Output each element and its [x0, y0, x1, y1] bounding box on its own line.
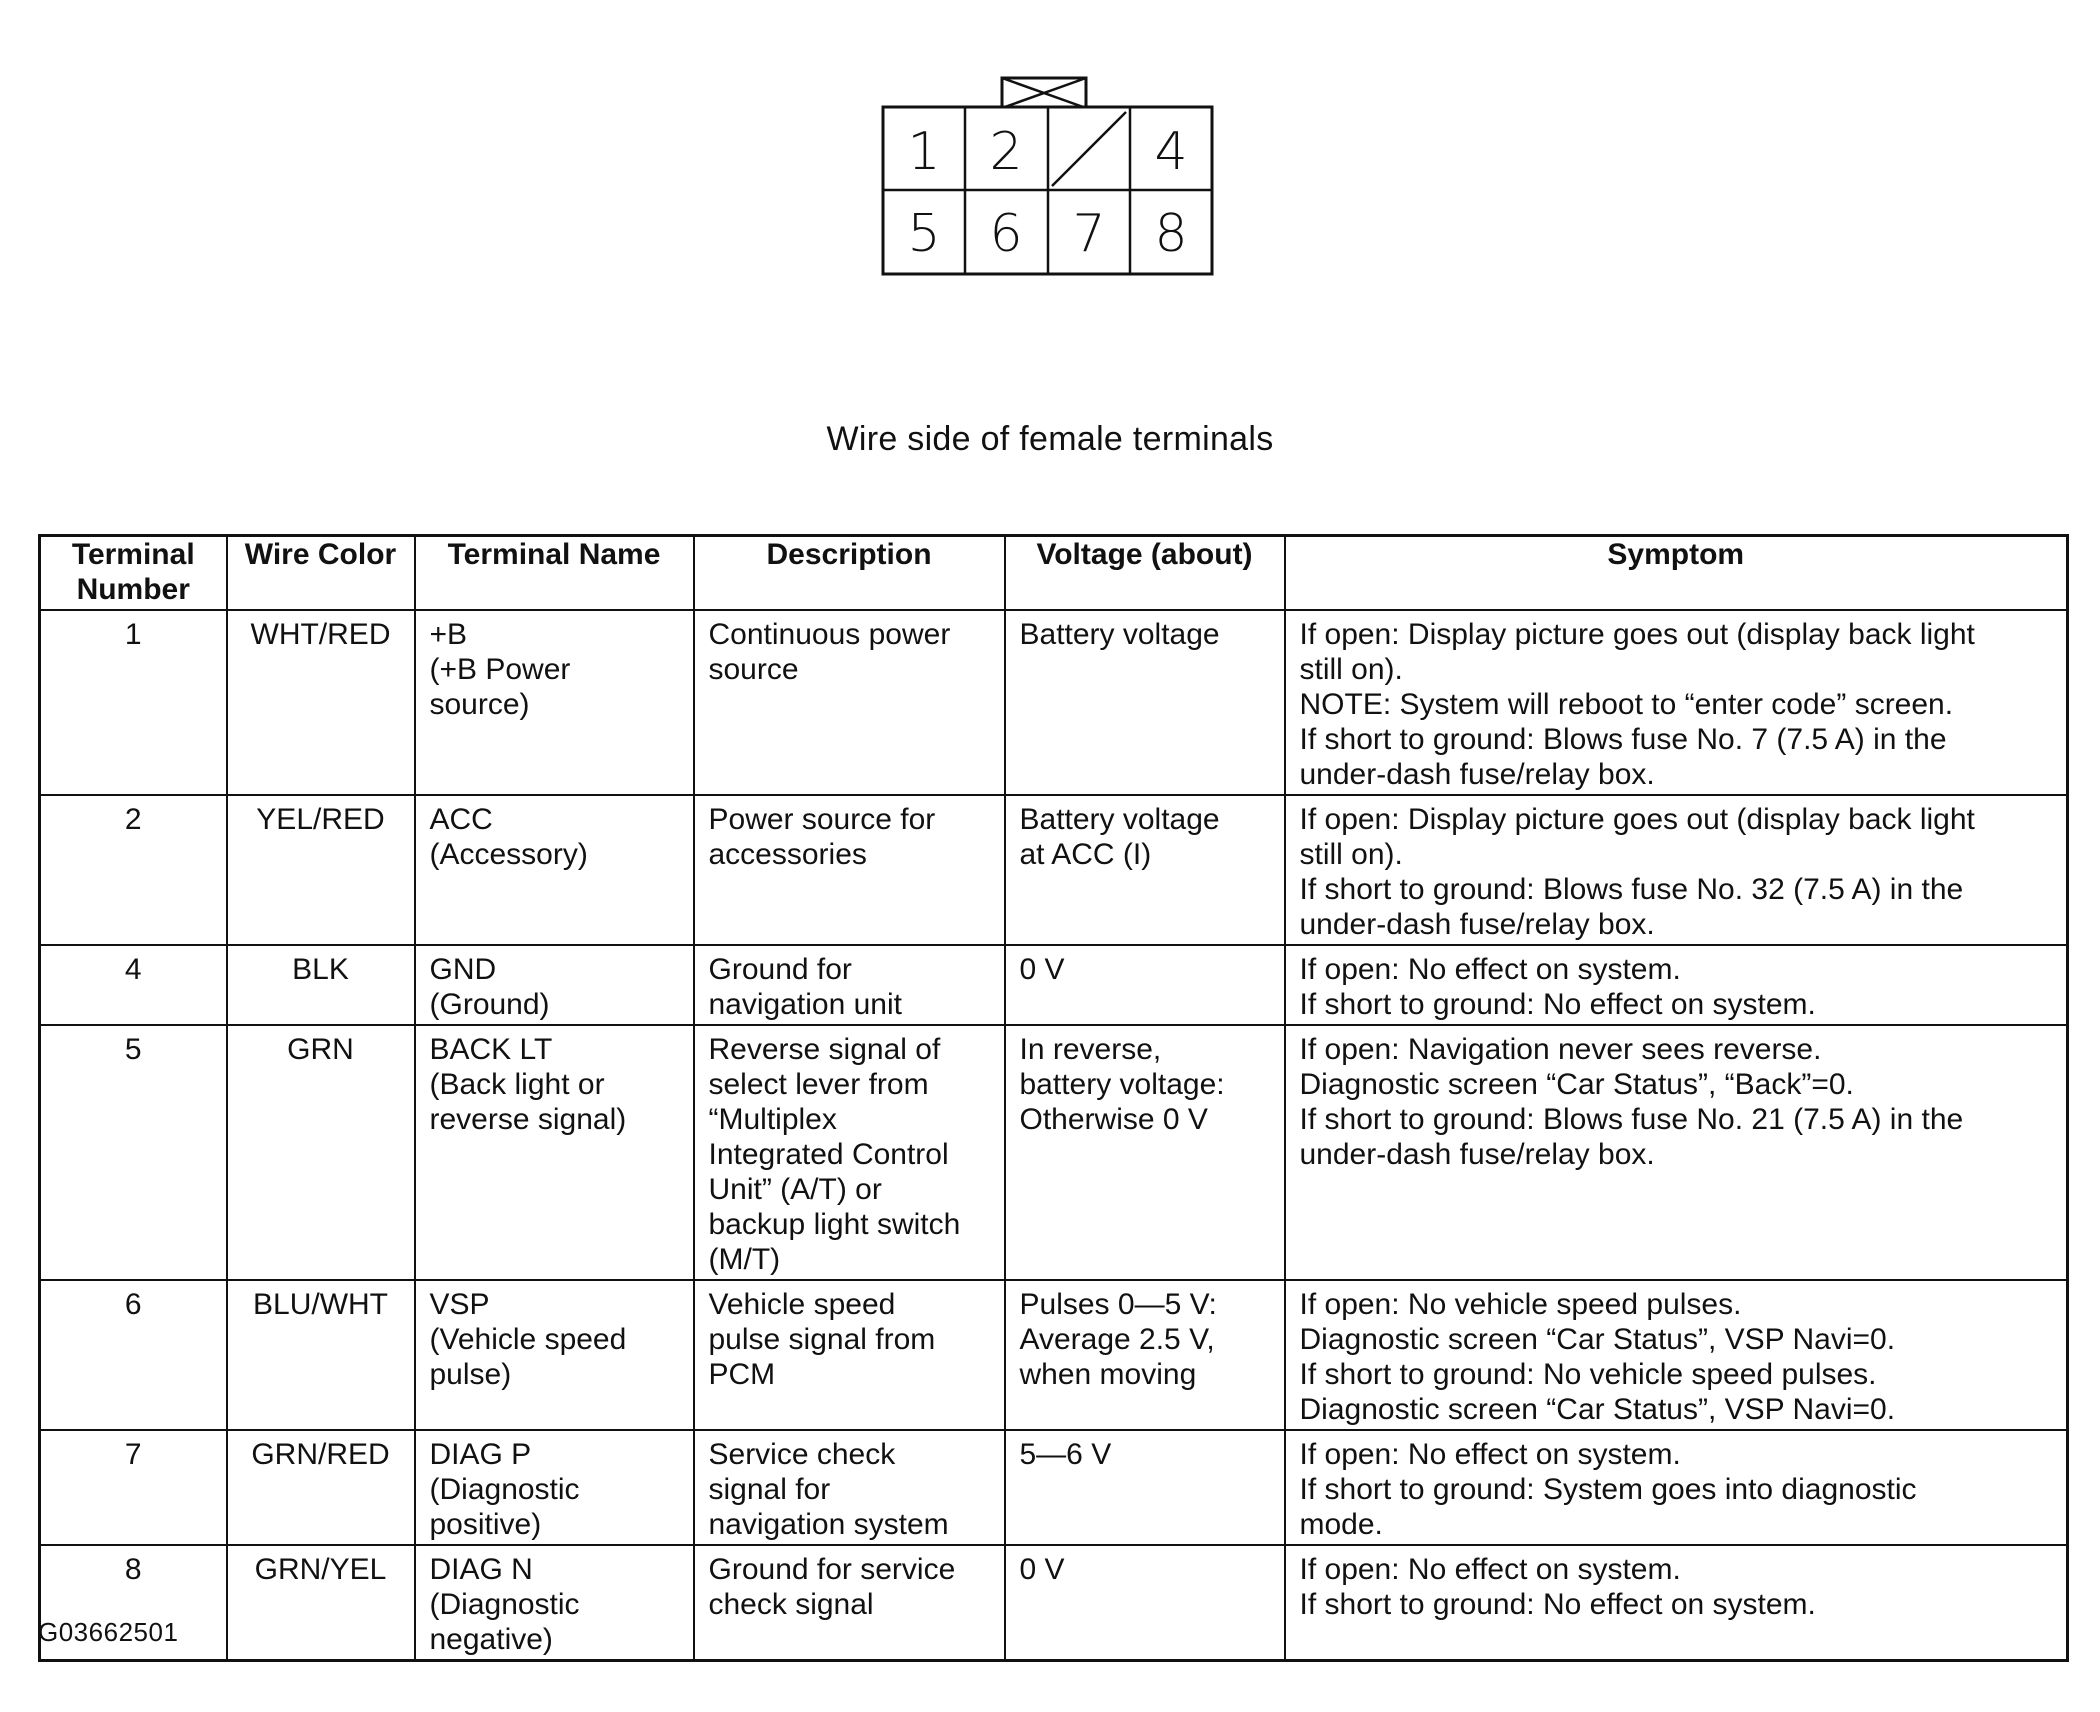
cell-voltage: Battery voltage at ACC (I)	[1005, 795, 1285, 945]
cell-symptom: If open: No effect on system. If short to ground: No effect on system.	[1285, 1545, 2068, 1661]
cell-terminal-number: 4	[40, 945, 227, 1025]
cell-wire-color: BLK	[227, 945, 415, 1025]
table-row	[40, 1025, 2068, 1280]
cell-terminal-number: 5	[40, 1025, 227, 1280]
cell-wire-color: GRN/YEL	[227, 1545, 415, 1661]
cell-symptom: If open: Display picture goes out (display back light still on). If short to ground: Blows fuse No. 32 (7.5 A) in the under-dash fuse/relay box.	[1285, 795, 2068, 945]
cell-terminal-name: DIAG P (Diagnostic positive)	[415, 1430, 694, 1545]
cell-voltage: 0 V	[1005, 1545, 1285, 1661]
cell-terminal-name: +B (+B Power source)	[415, 610, 694, 795]
cell-terminal-name: ACC (Accessory)	[415, 795, 694, 945]
table-row	[40, 610, 2068, 795]
table-row	[40, 945, 2068, 1025]
connector-lock-tab	[1002, 78, 1086, 108]
header-terminal-name: Terminal Name	[415, 536, 694, 611]
cell-description: Service check signal for navigation system	[694, 1430, 1005, 1545]
cell-terminal-number: 8	[40, 1545, 227, 1661]
pin-label: 8	[1154, 204, 1188, 264]
table-row	[40, 1280, 2068, 1430]
diagram-caption: Wire side of female terminals	[826, 420, 1274, 458]
pin-label: 4	[1154, 122, 1188, 182]
cell-description: Continuous power source	[694, 610, 1005, 795]
header-symptom: Symptom	[1285, 536, 2068, 611]
cell-terminal-number: 7	[40, 1430, 227, 1545]
cell-terminal-number: 6	[40, 1280, 227, 1430]
header-voltage: Voltage (about)	[1005, 536, 1285, 611]
pin-label: 7	[1072, 204, 1106, 264]
cell-voltage: In reverse, battery voltage: Otherwise 0 V	[1005, 1025, 1285, 1280]
cell-description: Ground for navigation unit	[694, 945, 1005, 1025]
header-description: Description	[694, 536, 1005, 611]
pin-label: 2	[989, 122, 1023, 182]
connector-diagram	[880, 76, 1215, 277]
cell-description: Ground for service check signal	[694, 1545, 1005, 1661]
cell-terminal-number: 1	[40, 610, 227, 795]
pin-label: 1	[907, 122, 941, 182]
terminal-table	[38, 534, 2069, 1662]
header-wire-color: Wire Color	[227, 536, 415, 611]
cell-wire-color: GRN	[227, 1025, 415, 1280]
cell-wire-color: WHT/RED	[227, 610, 415, 795]
cell-wire-color: YEL/RED	[227, 795, 415, 945]
cell-terminal-name: VSP (Vehicle speed pulse)	[415, 1280, 694, 1430]
cell-symptom: If open: No effect on system. If short to ground: No effect on system.	[1285, 945, 2068, 1025]
header-terminal-number: Terminal Number	[40, 536, 227, 611]
table-header-row	[40, 536, 2068, 611]
cell-terminal-number: 2	[40, 795, 227, 945]
cell-wire-color: BLU/WHT	[227, 1280, 415, 1430]
cell-voltage: Battery voltage	[1005, 610, 1285, 795]
cell-description: Vehicle speed pulse signal from PCM	[694, 1280, 1005, 1430]
cell-wire-color: GRN/RED	[227, 1430, 415, 1545]
cell-terminal-name: GND (Ground)	[415, 945, 694, 1025]
table-row	[40, 1545, 2068, 1661]
cell-terminal-name: BACK LT (Back light or reverse signal)	[415, 1025, 694, 1280]
cell-description: Power source for accessories	[694, 795, 1005, 945]
cell-description: Reverse signal of select lever from “Multiplex Integrated Control Unit” (A/T) or backup light switch (M/T)	[694, 1025, 1005, 1280]
figure-id: G03662501	[38, 1617, 179, 1647]
pin-label: 5	[907, 204, 941, 264]
pin-label: 6	[989, 204, 1023, 264]
cell-symptom: If open: Navigation never sees reverse. Diagnostic screen “Car Status”, “Back”=0. If short to ground: Blows fuse No. 21 (7.5 A) in the under-dash fuse/relay box.	[1285, 1025, 2068, 1280]
cell-symptom: If open: No effect on system. If short to ground: System goes into diagnostic mode.	[1285, 1430, 2068, 1545]
table-row	[40, 1430, 2068, 1545]
cell-voltage: 0 V	[1005, 945, 1285, 1025]
cell-voltage: Pulses 0—5 V: Average 2.5 V, when moving	[1005, 1280, 1285, 1430]
cell-voltage: 5—6 V	[1005, 1430, 1285, 1545]
table-row	[40, 795, 2068, 945]
cell-symptom: If open: No vehicle speed pulses. Diagnostic screen “Car Status”, VSP Navi=0. If short to ground: No vehicle speed pulses. Diagnostic screen “Car Status”, VSP Navi=0.	[1285, 1280, 2068, 1430]
cell-symptom: If open: Display picture goes out (display back light still on). NOTE: System will reboot to “enter code” screen. If short to ground: Blows fuse No. 7 (7.5 A) in the under-dash fuse/relay box.	[1285, 610, 2068, 795]
cell-terminal-name: DIAG N (Diagnostic negative)	[415, 1545, 694, 1661]
